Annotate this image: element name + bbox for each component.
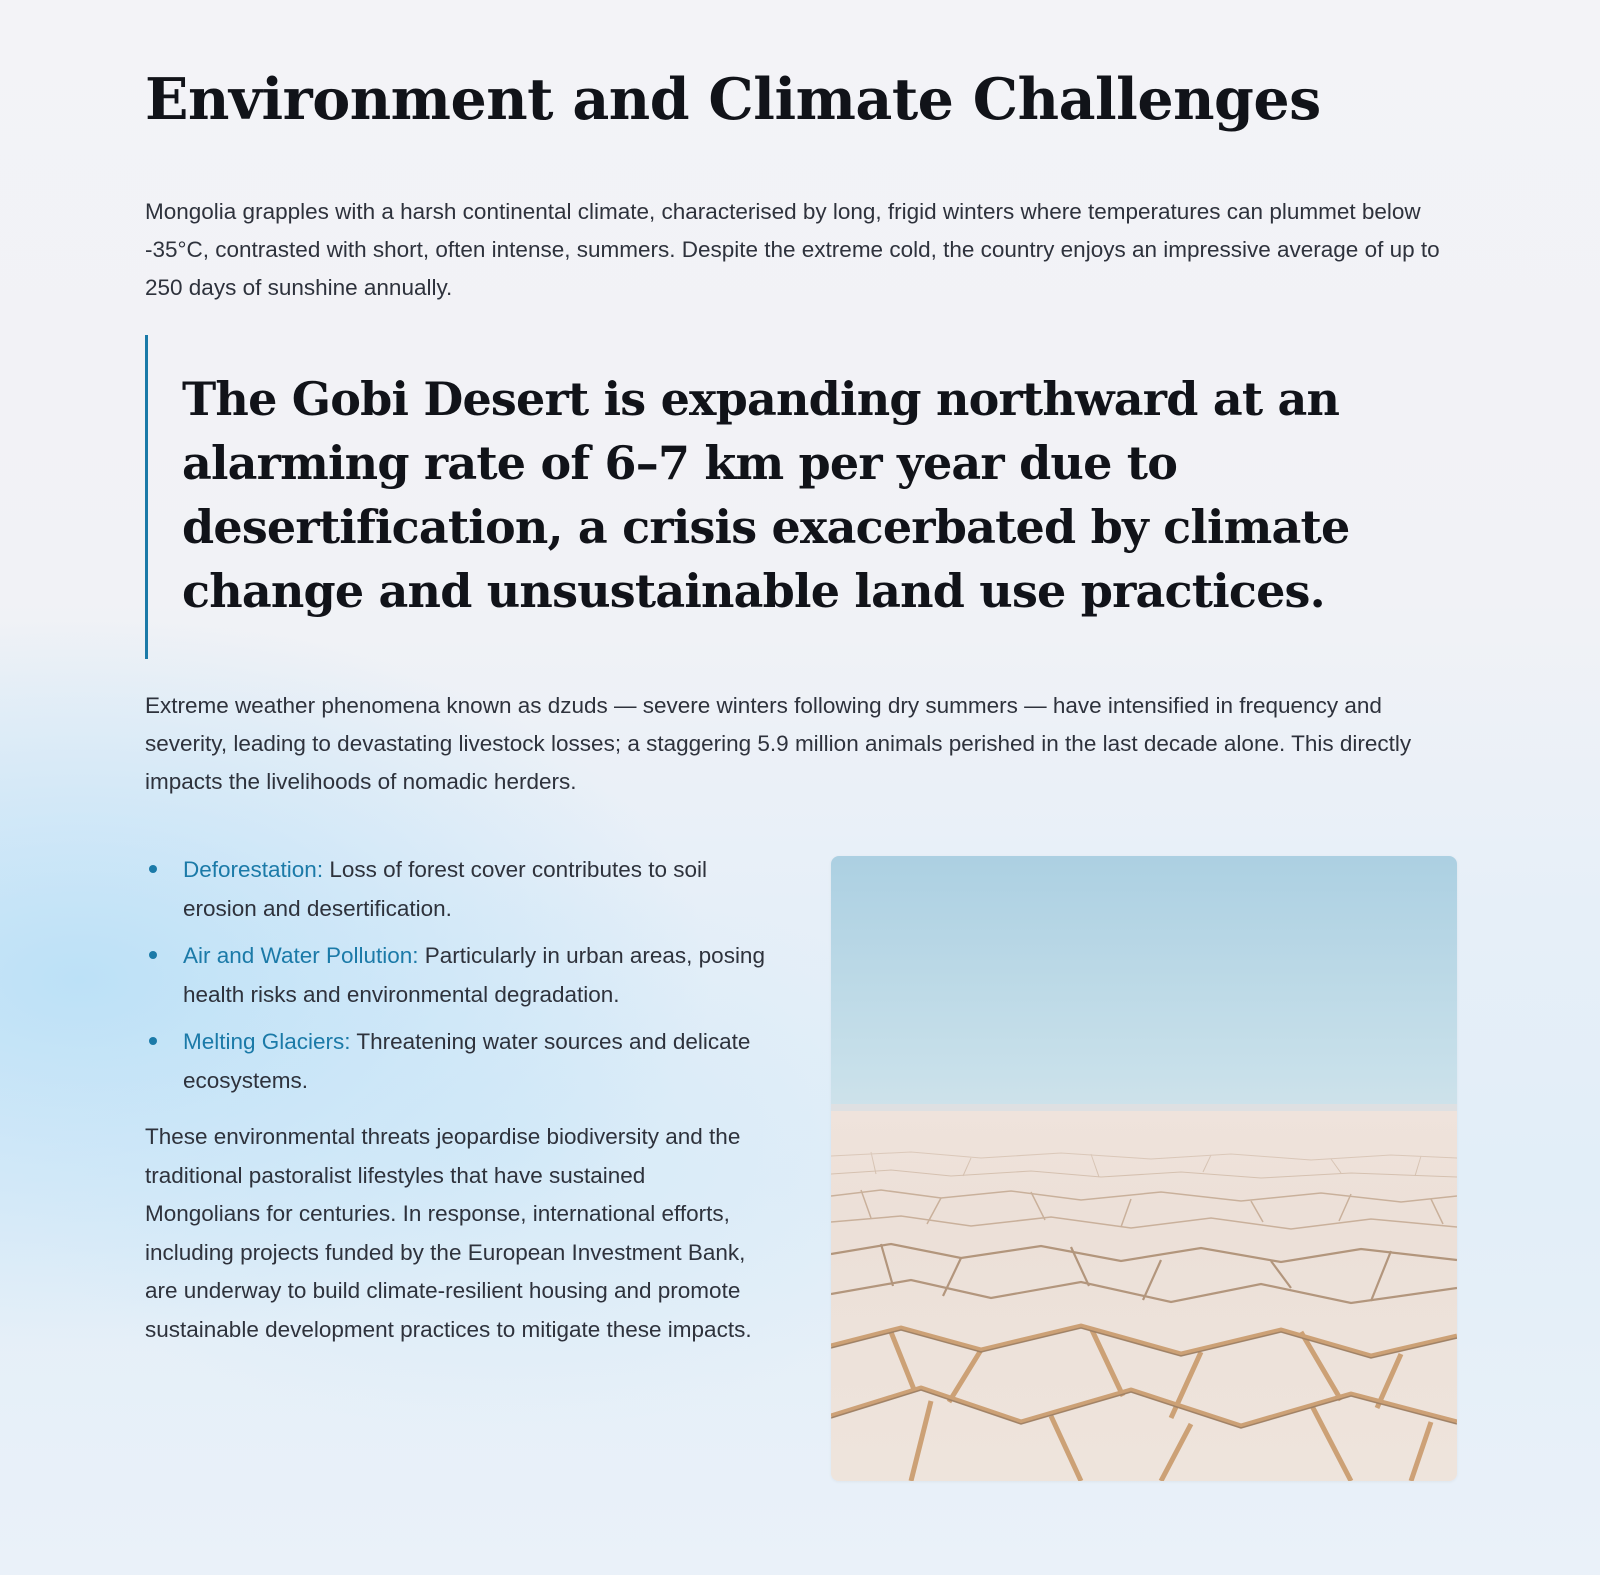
list-item — [145, 936, 785, 1014]
threat-term: Melting Glaciers: — [183, 1029, 351, 1054]
threat-term: Air and Water Pollution: — [183, 943, 419, 968]
list-item — [145, 1022, 785, 1100]
intro-paragraph: Mongolia grapples with a harsh continental climate, characterised by long, frigid winters where temperatures can plummet below -35°C, contrasted with short, often intense, summers. Despite the extreme cold, the country enjoys an impressive average of up to 250 days of sunshine annually. — [145, 199, 1440, 300]
threat-description: Particularly in urban areas, posing health risks and environmental degradation. — [183, 943, 765, 1007]
threat-description: Threatening water sources and delicate ecosystems. — [183, 1029, 751, 1093]
pull-quote — [145, 335, 1457, 659]
threat-description: Loss of forest cover contributes to soil erosion and desertification. — [183, 857, 708, 921]
list-item — [145, 850, 785, 928]
cracked-desert-photo — [831, 856, 1457, 1481]
bullet-icon — [149, 1037, 157, 1045]
pull-quote-text: The Gobi Desert is expanding northward at an alarming rate of 6–7 km per year due to desertification, a crisis exacerbated by climate change and unsustainable land use practices. — [182, 372, 1350, 618]
closing-paragraph: These environmental threats jeopardise biodiversity and the traditional pastoralist lifestyles that have sustained Mongolians for centuries. In response, international efforts, including projects funded by the European Investment Bank, are underway to build climate-resilient housing and promote sustainable development practices to mitigate these impacts. — [145, 1124, 752, 1342]
bullet-icon — [149, 951, 157, 959]
threats-list — [145, 850, 785, 1108]
bullet-icon — [149, 865, 157, 873]
threat-term: Deforestation: — [183, 857, 324, 882]
page-title: Environment and Climate Challenges — [145, 66, 1321, 133]
dzud-paragraph: Extreme weather phenomena known as dzuds — severe winters following dry summers — have intensified in frequency and severity, leading to devastating livestock losses; a staggering 5.9 million animals perished in the last decade alone. This directly impacts the livelihoods of nomadic herders. — [145, 693, 1412, 794]
